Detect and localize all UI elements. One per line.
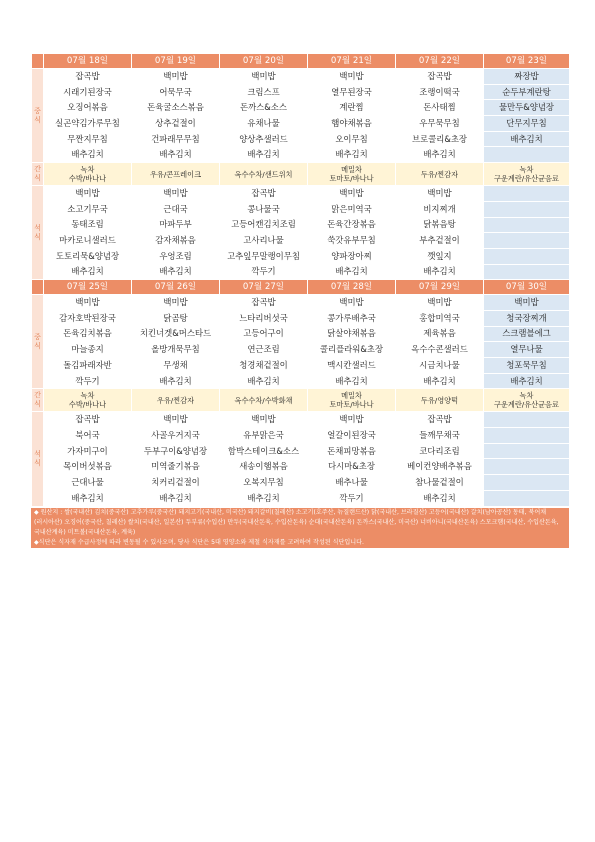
lunch-dish: 닭곰탕 — [132, 310, 220, 326]
lunch-row — [32, 295, 570, 311]
snack-cell — [308, 163, 396, 186]
dinner-dish: 백미밥 — [132, 412, 220, 428]
dinner-dish: 깍두기 — [220, 264, 308, 280]
lunch-dish: 배추김치 — [132, 373, 220, 389]
lunch-dish: 상추겉절이 — [132, 116, 220, 132]
dinner-dish: 깻잎지 — [396, 248, 484, 264]
dinner-dish — [484, 264, 570, 280]
dinner-row — [32, 248, 570, 264]
lunch-dish: 백미밥 — [220, 69, 308, 85]
dinner-dish: 우엉조림 — [132, 248, 220, 264]
snack-item: 메밀차 — [341, 391, 362, 401]
dinner-row — [32, 443, 570, 459]
lunch-dish: 잡곡밥 — [220, 295, 308, 311]
snack-item: 우유/콘프레이크 — [149, 169, 202, 179]
dinner-row — [32, 490, 570, 506]
lunch-row — [32, 147, 570, 163]
lunch-dish: 고등어구이 — [220, 326, 308, 342]
snack-item: 옥수수차/샌드위치 — [234, 169, 293, 179]
lunch-label — [32, 69, 44, 163]
snack-item: 두유/찐감자 — [420, 169, 459, 179]
lunch-row — [32, 84, 570, 100]
lunch-dish: 배추김치 — [220, 373, 308, 389]
dinner-dish: 배추김치 — [220, 490, 308, 506]
dinner-dish: 비지찌개 — [396, 201, 484, 217]
snack-item: 구운계란/유산균음료 — [494, 174, 559, 184]
dinner-dish: 돈채피망볶음 — [308, 443, 396, 459]
lunch-dish: 깍두기 — [44, 373, 132, 389]
snack-cell — [220, 163, 308, 186]
snack-item: 옥수수차/수박화채 — [234, 395, 293, 405]
dinner-dish: 고사리나물 — [220, 233, 308, 249]
dinner-dish — [484, 412, 570, 428]
snack-label-text: 간식 — [34, 391, 41, 409]
dinner-label-text: 석식 — [34, 449, 41, 467]
dinner-dish: 배추김치 — [308, 264, 396, 280]
dinner-dish: 배추김치 — [44, 490, 132, 506]
dinner-dish: 사골우거지국 — [132, 428, 220, 444]
lunch-dish: 백미밥 — [132, 295, 220, 311]
dinner-dish: 돈육간장볶음 — [308, 217, 396, 233]
dinner-dish: 마카로니샐러드 — [44, 233, 132, 249]
dinner-dish: 깍두기 — [308, 490, 396, 506]
snack-label-text: 간식 — [34, 165, 41, 183]
dinner-dish: 배추나물 — [308, 475, 396, 491]
lunch-dish: 백미밥 — [132, 69, 220, 85]
lunch-dish: 배추김치 — [308, 373, 396, 389]
lunch-dish: 순두부계란탕 — [484, 84, 570, 100]
lunch-dish: 양상추샐러드 — [220, 131, 308, 147]
lunch-dish: 콩가루배추국 — [308, 310, 396, 326]
snack-cell — [484, 163, 570, 186]
dinner-dish: 쑥갓유부무침 — [308, 233, 396, 249]
lunch-dish: 계란찜 — [308, 100, 396, 116]
lunch-row — [32, 100, 570, 116]
snack-item: 녹차 — [80, 165, 95, 175]
lunch-dish: 마늘종지 — [44, 342, 132, 358]
lunch-dish: 열무된장국 — [308, 84, 396, 100]
lunch-dish: 시금치나물 — [396, 358, 484, 374]
snack-cell — [308, 389, 396, 412]
dinner-dish: 잡곡밥 — [220, 186, 308, 202]
lunch-dish: 돈육굴소스볶음 — [132, 100, 220, 116]
dinner-dish: 두부구이&양념장 — [132, 443, 220, 459]
dinner-dish: 북어국 — [44, 428, 132, 444]
lunch-dish: 닭살야채볶음 — [308, 326, 396, 342]
dinner-dish — [484, 248, 570, 264]
lunch-row — [32, 373, 570, 389]
dinner-dish: 얼갈이된장국 — [308, 428, 396, 444]
lunch-row — [32, 131, 570, 147]
weekly-menu — [31, 53, 569, 507]
lunch-row — [32, 69, 570, 85]
date-header-row — [32, 280, 570, 295]
dinner-dish — [484, 201, 570, 217]
lunch-dish: 청경채겉절이 — [220, 358, 308, 374]
lunch-dish: 배추김치 — [484, 373, 570, 389]
dinner-dish: 마파두부 — [132, 217, 220, 233]
lunch-dish: 시래기된장국 — [44, 84, 132, 100]
dinner-dish: 콩나물국 — [220, 201, 308, 217]
dinner-dish: 고추잎무말랭이무침 — [220, 248, 308, 264]
dinner-row — [32, 201, 570, 217]
snack-label — [32, 163, 44, 186]
dinner-dish: 가자미구이 — [44, 443, 132, 459]
dinner-row — [32, 233, 570, 249]
lunch-dish: 잡곡밥 — [44, 69, 132, 85]
lunch-dish: 돈사태찜 — [396, 100, 484, 116]
dinner-dish: 배추김치 — [132, 490, 220, 506]
snack-label — [32, 389, 44, 412]
dinner-dish — [484, 233, 570, 249]
dinner-dish: 미역줄기볶음 — [132, 459, 220, 475]
menu-footer — [31, 508, 569, 548]
dinner-dish — [484, 217, 570, 233]
dinner-label-text: 석식 — [34, 223, 41, 241]
lunch-dish: 잡곡밥 — [396, 69, 484, 85]
date-header: 07월 21일 — [308, 54, 396, 69]
dinner-row — [32, 186, 570, 202]
lunch-dish: 치킨너겟&머스타드 — [132, 326, 220, 342]
dinner-dish: 다시마&초장 — [308, 459, 396, 475]
lunch-dish: 백미밥 — [44, 295, 132, 311]
lunch-dish: 청국장찌개 — [484, 310, 570, 326]
dinner-dish: 잡곡밥 — [396, 412, 484, 428]
date-header: 07월 19일 — [132, 54, 220, 69]
date-header: 07월 28일 — [308, 280, 396, 295]
dinner-dish: 코다리조림 — [396, 443, 484, 459]
lunch-label — [32, 295, 44, 389]
date-header: 07월 22일 — [396, 54, 484, 69]
date-header: 07월 27일 — [220, 280, 308, 295]
lunch-dish: 크림스프 — [220, 84, 308, 100]
snack-cell — [396, 389, 484, 412]
dinner-label — [32, 186, 44, 280]
lunch-dish: 무짠지무침 — [44, 131, 132, 147]
dinner-dish: 들깨무채국 — [396, 428, 484, 444]
lunch-row — [32, 116, 570, 132]
lunch-dish: 돈육김치볶음 — [44, 326, 132, 342]
lunch-dish: 유채나물 — [220, 116, 308, 132]
lunch-dish: 맥시칸샐러드 — [308, 358, 396, 374]
dinner-dish: 근대국 — [132, 201, 220, 217]
dinner-dish: 배추김치 — [44, 264, 132, 280]
dinner-dish: 소고기무국 — [44, 201, 132, 217]
lunch-dish: 배추김치 — [308, 147, 396, 163]
dinner-dish: 참나물겉절이 — [396, 475, 484, 491]
lunch-dish: 오징어볶음 — [44, 100, 132, 116]
dinner-row — [32, 475, 570, 491]
lunch-dish: 배추김치 — [44, 147, 132, 163]
lunch-dish: 햄야채볶음 — [308, 116, 396, 132]
lunch-dish: 어묵무국 — [132, 84, 220, 100]
snack-cell — [220, 389, 308, 412]
menu-change-notice: ◆식단은 식자재 수급사정에 따라 변동될 수 있사오며, 당사 식단은 5대 영양소와 제철 식자재를 고려하여 작성된 식단입니다. — [34, 539, 364, 546]
lunch-dish: 옥수수콘샐러드 — [396, 342, 484, 358]
snack-cell — [44, 163, 132, 186]
lunch-dish: 물만두&양념장 — [484, 100, 570, 116]
dinner-dish: 고등어캔김치조림 — [220, 217, 308, 233]
lunch-dish: 짜장밥 — [484, 69, 570, 85]
snack-item: 수박/바나나 — [68, 174, 107, 184]
dinner-dish: 근대나물 — [44, 475, 132, 491]
lunch-dish: 배추김치 — [132, 147, 220, 163]
lunch-dish: 무생채 — [132, 358, 220, 374]
dinner-dish: 치커리겉절이 — [132, 475, 220, 491]
lunch-dish — [484, 147, 570, 163]
lunch-dish: 느타리버섯국 — [220, 310, 308, 326]
dinner-dish: 새송이햄볶음 — [220, 459, 308, 475]
dinner-dish: 함박스테이크&소스 — [220, 443, 308, 459]
lunch-dish: 감자호박된장국 — [44, 310, 132, 326]
lunch-dish: 오이무침 — [308, 131, 396, 147]
lunch-dish: 스크램블에그 — [484, 326, 570, 342]
dinner-dish: 감자채볶음 — [132, 233, 220, 249]
date-header: 07월 30일 — [484, 280, 570, 295]
lunch-dish: 조랭이떡국 — [396, 84, 484, 100]
origin-notice: ◆ 원산지 : 쌀(국내산) 김치(중국산) 고추가루(중국산) 돼지고기(국내산, 미국산) 돼지갈비(칠레산) 소고기(호주산, 뉴질랜드산) 닭(국내산, 브라질산) 고등어(국내산) 갈치(남아공산) 동태, 북어채(러시아산) 오징어(중국산, 칠레산) 쌀치(국내산, 일본산) 두부류(수입산) 만두(국내산돈육, 수입산돈육) 순대(국내산돈육) 돈까스(국내산, 미국산) 너비아니(국내산돈육) 스모크햄(국내산, 수입산돈육, 국내산계육) 미트볼(국내산돈육, 계육) — [34, 509, 559, 536]
date-header: 07월 25일 — [44, 280, 132, 295]
dinner-dish: 맑은미역국 — [308, 201, 396, 217]
dinner-dish: 백미밥 — [132, 186, 220, 202]
snack-cell — [396, 163, 484, 186]
lunch-dish: 배추김치 — [396, 373, 484, 389]
snack-item: 토마토/바나나 — [329, 174, 374, 184]
snack-cell — [132, 163, 220, 186]
snack-item: 구운계란/유산균음료 — [494, 400, 559, 410]
snack-item: 녹차 — [519, 391, 534, 401]
lunch-dish: 배추김치 — [220, 147, 308, 163]
dinner-dish: 백미밥 — [44, 186, 132, 202]
date-header-row — [32, 54, 570, 69]
snack-cell — [132, 389, 220, 412]
snack-item: 수박/바나나 — [68, 400, 107, 410]
lunch-dish: 백미밥 — [308, 69, 396, 85]
date-header: 07월 20일 — [220, 54, 308, 69]
dinner-dish: 유부맑은국 — [220, 428, 308, 444]
dinner-dish — [484, 490, 570, 506]
lunch-dish: 백미밥 — [396, 295, 484, 311]
lunch-label-text: 중식 — [34, 106, 41, 124]
dinner-dish: 백미밥 — [396, 186, 484, 202]
dinner-dish: 배추김치 — [396, 490, 484, 506]
dinner-dish: 배추김치 — [396, 264, 484, 280]
lunch-dish: 올방개묵무침 — [132, 342, 220, 358]
dinner-dish — [484, 428, 570, 444]
dinner-dish — [484, 459, 570, 475]
date-header: 07월 29일 — [396, 280, 484, 295]
snack-item: 메밀차 — [341, 165, 362, 175]
lunch-dish: 건파래무무침 — [132, 131, 220, 147]
menu-table — [31, 53, 570, 507]
lunch-dish: 돌김파래자반 — [44, 358, 132, 374]
dinner-dish — [484, 443, 570, 459]
snack-cell — [484, 389, 570, 412]
dinner-row — [32, 428, 570, 444]
dinner-dish: 동태조림 — [44, 217, 132, 233]
lunch-dish: 연근조림 — [220, 342, 308, 358]
lunch-row — [32, 358, 570, 374]
dinner-row — [32, 459, 570, 475]
dinner-dish: 오복지무침 — [220, 475, 308, 491]
dinner-dish: 양파장아찌 — [308, 248, 396, 264]
lunch-dish: 배추김치 — [484, 131, 570, 147]
lunch-dish: 백미밥 — [484, 295, 570, 311]
snack-item: 두유/영양떡 — [420, 395, 459, 405]
dinner-row — [32, 217, 570, 233]
lunch-dish: 우무묵무침 — [396, 116, 484, 132]
snack-item: 토마토/바나나 — [329, 400, 374, 410]
dinner-dish — [484, 186, 570, 202]
dinner-dish: 목이버섯볶음 — [44, 459, 132, 475]
dinner-row — [32, 412, 570, 428]
snack-cell — [44, 389, 132, 412]
lunch-row — [32, 326, 570, 342]
lunch-dish: 홍합미역국 — [396, 310, 484, 326]
dinner-dish — [484, 475, 570, 491]
lunch-dish: 콜리플라워&초장 — [308, 342, 396, 358]
date-header: 07월 18일 — [44, 54, 132, 69]
lunch-dish: 배추김치 — [396, 147, 484, 163]
dinner-dish: 백미밥 — [308, 186, 396, 202]
lunch-dish: 백미밥 — [308, 295, 396, 311]
lunch-dish: 브로콜리&초장 — [396, 131, 484, 147]
snack-row — [32, 163, 570, 186]
dinner-dish: 백미밥 — [308, 412, 396, 428]
snack-row — [32, 389, 570, 412]
dinner-dish: 도토리묵&양념장 — [44, 248, 132, 264]
dinner-row — [32, 264, 570, 280]
dinner-dish: 배추김치 — [132, 264, 220, 280]
snack-item: 우유/찐감자 — [156, 395, 195, 405]
snack-item: 녹차 — [80, 391, 95, 401]
lunch-dish: 열무나물 — [484, 342, 570, 358]
lunch-row — [32, 342, 570, 358]
date-header: 07월 23일 — [484, 54, 570, 69]
dinner-dish: 베이컨양배추볶음 — [396, 459, 484, 475]
date-header: 07월 26일 — [132, 280, 220, 295]
lunch-dish: 청포묵무침 — [484, 358, 570, 374]
dinner-dish: 백미밥 — [220, 412, 308, 428]
header-corner — [32, 280, 44, 295]
lunch-dish: 단무지무침 — [484, 116, 570, 132]
header-corner — [32, 54, 44, 69]
snack-item: 녹차 — [519, 165, 534, 175]
dinner-dish: 부추겉절이 — [396, 233, 484, 249]
lunch-dish: 실곤약김가루무침 — [44, 116, 132, 132]
lunch-row — [32, 310, 570, 326]
dinner-dish: 잡곡밥 — [44, 412, 132, 428]
lunch-dish: 제육볶음 — [396, 326, 484, 342]
lunch-label-text: 중식 — [34, 332, 41, 350]
lunch-dish: 돈까스&소스 — [220, 100, 308, 116]
dinner-label — [32, 412, 44, 506]
dinner-dish: 닭볶음탕 — [396, 217, 484, 233]
